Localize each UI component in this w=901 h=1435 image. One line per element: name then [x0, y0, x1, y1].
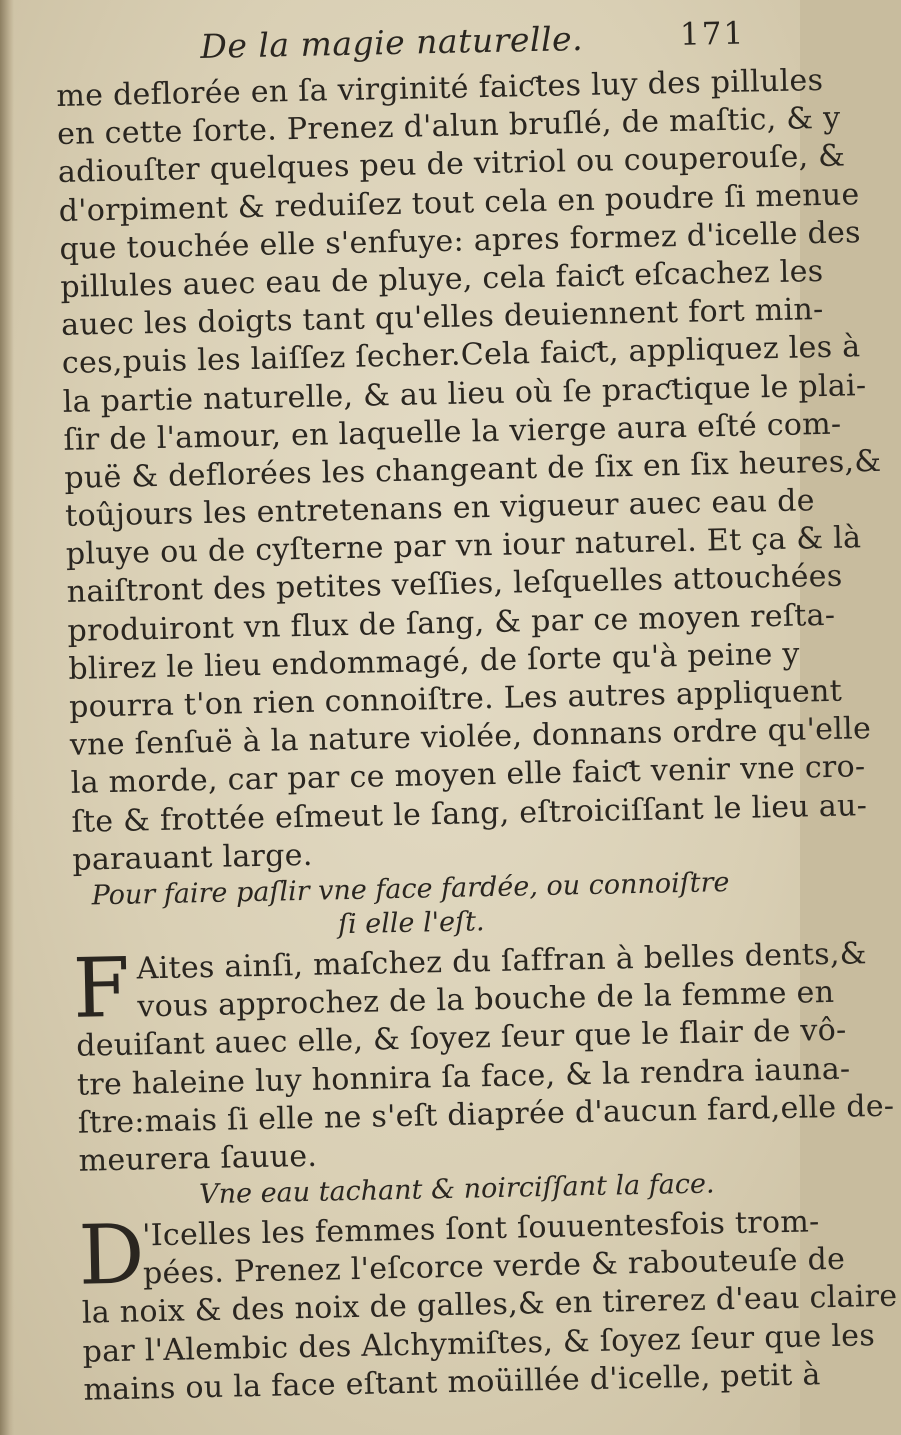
text-line: pluye ou de cyſterne par vn iour naturel. Et ça & là — [65, 520, 862, 573]
text-line: ſte & frottée eſmeut le ſang, eſtroiciſſant le lieu au- — [71, 787, 868, 840]
text-line: auec les doigts tant qu'elles deuiennent fort min- — [60, 292, 824, 344]
text-line: meurera ſauue. — [78, 1138, 318, 1179]
text-line: ces,puis les laiſſez ſecher.Cela faiƈt, appliquez les à — [61, 329, 861, 382]
paragraph-continued — [56, 62, 882, 880]
text-line: la morde, car par ce moyen elle faiƈt venir vne cro- — [70, 749, 866, 802]
section-heading: Vne eau tachant & noirciſſant la face. — [198, 1168, 715, 1211]
text-line: pourra t'on rien connoiſtre. Les autres appliquent — [68, 673, 843, 725]
text-line: blirez le lieu endommagé, de ſorte qu'à peine y — [68, 636, 801, 687]
text-line: toûjours les entretenans en vigueur auec eau de — [64, 483, 816, 534]
text-line: tre haleine luy honnira ſa face, & la rendra iauna- — [76, 1051, 851, 1103]
text-line: ſtre:mais ſi elle ne s'eſt diaprée d'aucun fard,elle de- — [77, 1088, 895, 1141]
text-line: me deflorée en ſa virginité faiƈtes luy des pillules — [56, 62, 824, 114]
text-line: la partie naturelle, & au lieu où ſe praƈtique le plai- — [62, 367, 867, 420]
text-line: mains ou la face eſtant moüillée d'icelle, petit à — [83, 1357, 821, 1408]
text-line: que touchée elle s'enfuye: apres formez d'icelle des — [59, 214, 862, 267]
drop-cap: D — [77, 1207, 146, 1304]
text-line: deuiſant auec elle, & ſoyez ſeur que le flair de vô- — [75, 1012, 847, 1065]
text-line: pées. Prenez l'eſcorce verde & rabouteuſe de — [142, 1241, 846, 1292]
paragraph — [72, 936, 895, 1181]
text-line: ſir de l'amour, en laquelle la vierge aura eſté com- — [63, 406, 842, 458]
running-title: De la magie naturelle. — [199, 18, 584, 66]
paragraph — [77, 1204, 898, 1410]
text-line: naiſtront des petites veſſies, leſquelles attouchées — [66, 559, 843, 611]
section-heading-line: ſi elle l'eſt. — [337, 906, 485, 941]
text-line: d'orpiment & reduiſez tout cela en poudre ſi menue — [58, 176, 860, 229]
binding-gutter — [0, 0, 14, 1435]
text-line: la noix & des noix de galles,& en tirerez d'eau claire — [81, 1279, 898, 1332]
text-line: vne ſenſuë à la nature violée, donnans ordre qu'elle — [69, 711, 872, 764]
text-line: puë & deflorées les changeant de ſix en ſix heures,& — [64, 443, 882, 496]
drop-cap: F — [72, 940, 131, 1037]
text-line: pillules auec eau de pluye, cela faiƈt eſcachez les — [60, 253, 824, 305]
text-line: vous approchez de la bouche de la femme en — [137, 975, 835, 1025]
text-line: Aites ainſi, maſchez du ſaffran à belles dents,& — [136, 936, 868, 987]
text-line: produiront vn flux de ſang, & par ce moyen reſta- — [67, 597, 836, 649]
text-line: par l'Alembic des Alchymiſtes, & ſoyez ſeur que les — [82, 1317, 876, 1370]
text-line: en cette ſorte. Prenez d'alun bruſlé, de maſtic, & y — [56, 100, 841, 153]
page-text — [55, 15, 898, 1410]
text-line: 'Icelles les femmes ſont ſouuentesfois trom- — [141, 1204, 820, 1254]
text-line: adiouſter quelques peu de vitriol ou couperouſe, & — [57, 138, 846, 191]
section-heading-line: Pour faire paſlir vne face fardée, ou connoiſtre — [91, 867, 730, 912]
text-line: parauant large. — [72, 837, 313, 878]
page-number: 171 — [679, 15, 746, 53]
